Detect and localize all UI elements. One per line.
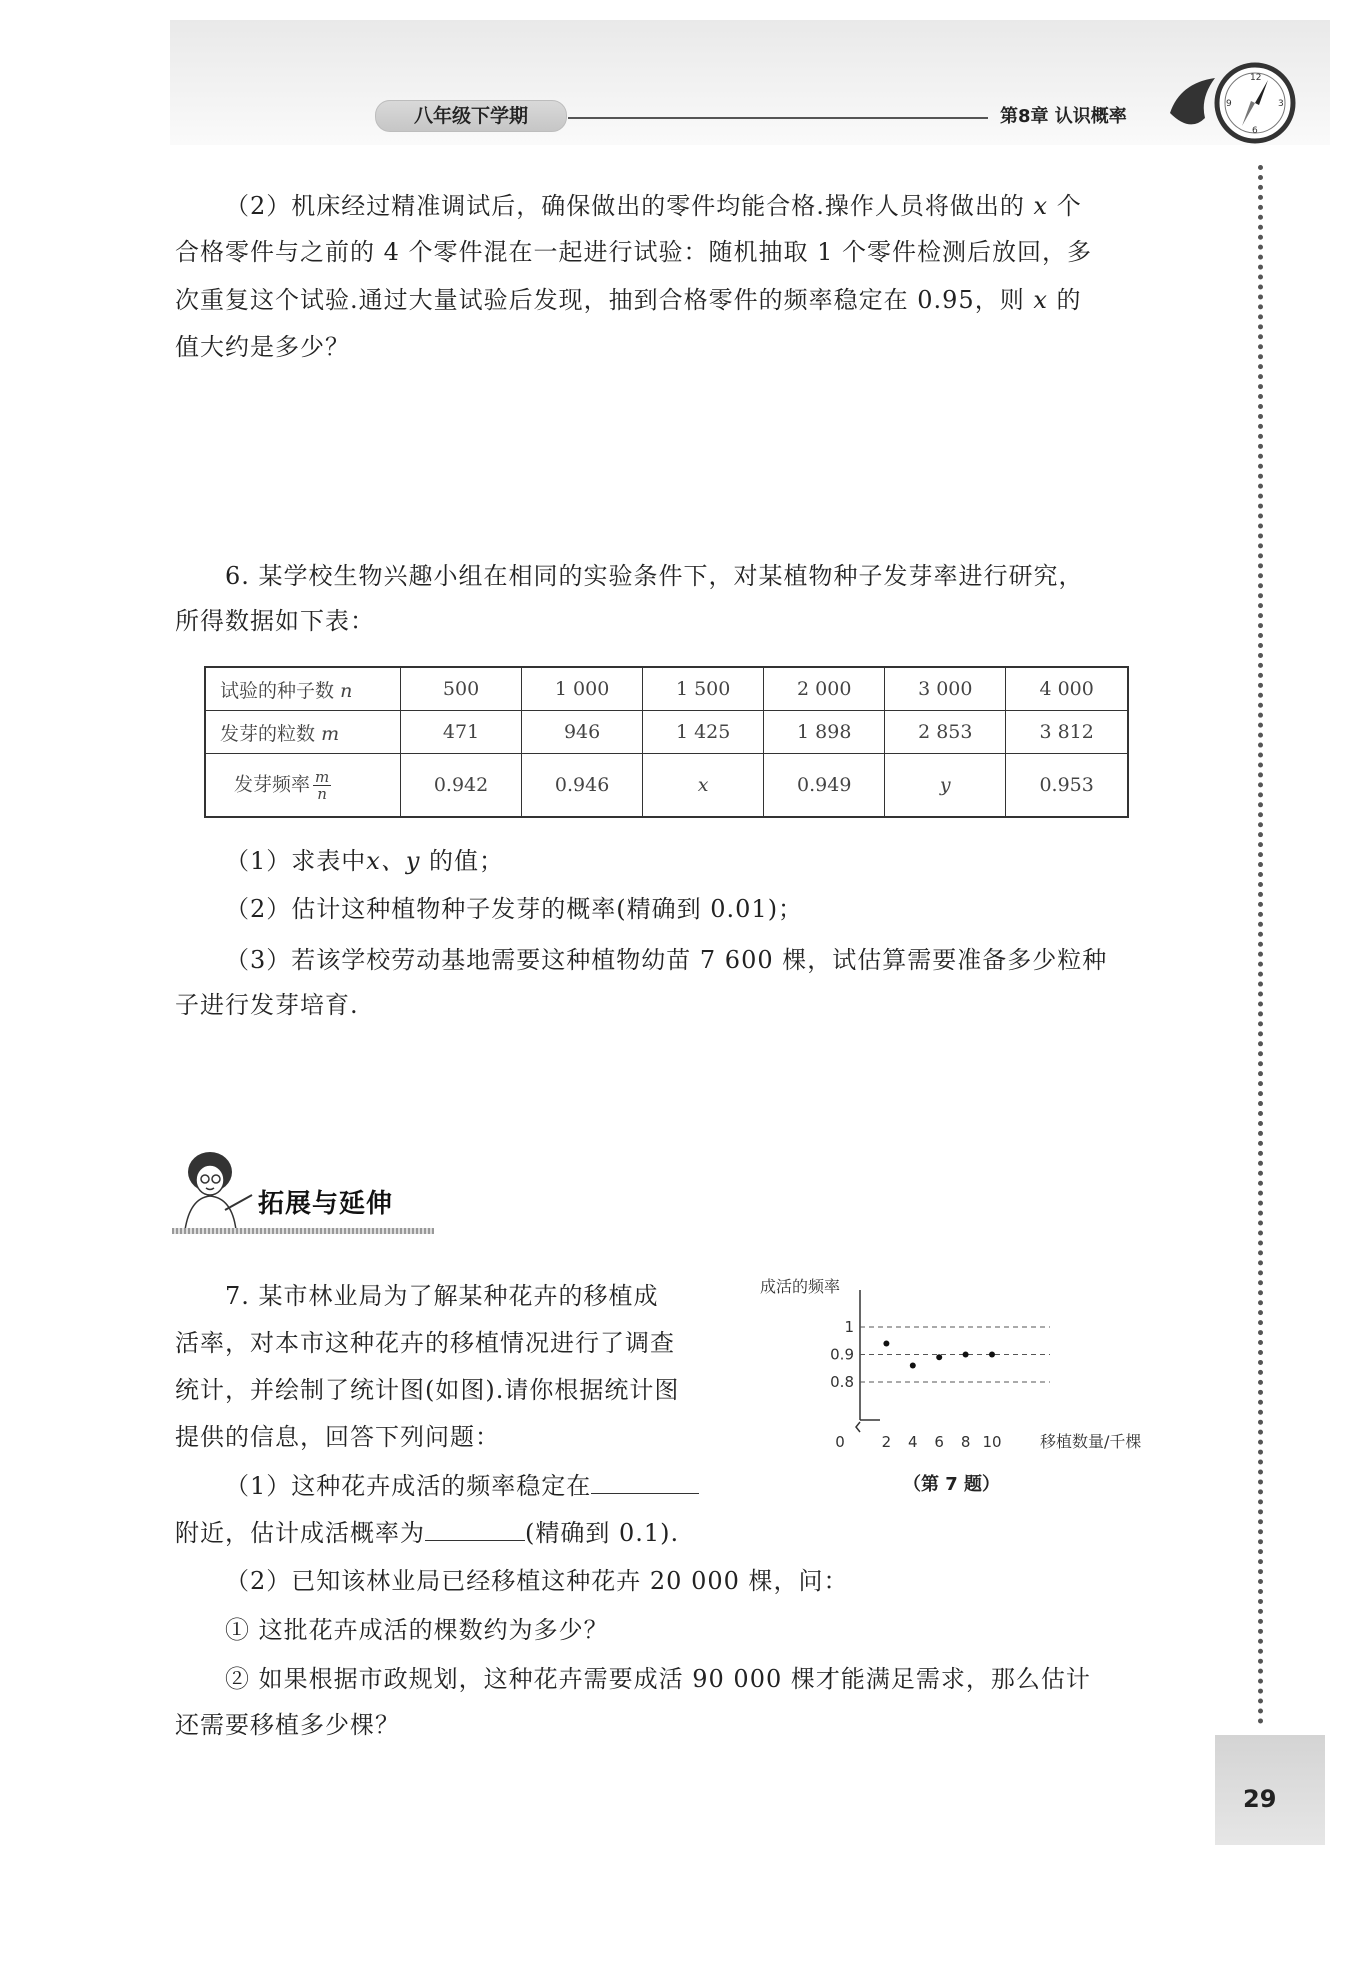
- table-cell: 1 000: [522, 667, 643, 711]
- table-cell: 471: [401, 711, 522, 754]
- header-band: [170, 20, 1330, 145]
- data-point: [936, 1354, 942, 1360]
- header-rule: [568, 117, 988, 119]
- compass-logo-icon: [1160, 58, 1300, 148]
- x-axis-label: 移植数量/千棵: [1040, 1432, 1142, 1451]
- table-cell: 0.953: [1006, 754, 1128, 818]
- table-cell: 0.949: [764, 754, 885, 818]
- table-cell: x: [643, 754, 764, 818]
- q7-intro-line-2: 活率，对本市这种花卉的移植情况进行了调查: [175, 1329, 675, 1357]
- q6-sub2: （2）估计这种植物种子发芽的概率(精确到 0.01)；: [225, 895, 804, 923]
- table-cell: 1 500: [643, 667, 764, 711]
- x-tick-label: 0: [835, 1433, 845, 1451]
- fraction-m-over-n: $\frac{m}{n}$: [315, 767, 330, 803]
- y-tick-label: 1: [844, 1318, 854, 1336]
- answer-blank[interactable]: [591, 1471, 699, 1494]
- table-cell: 2 853: [885, 711, 1006, 754]
- x-tick-label: 6: [934, 1433, 944, 1451]
- q7-sub2: （2）已知该林业局已经移植这种花卉 20 000 棵，问：: [225, 1567, 849, 1595]
- q6-sub3-line-1: （3）若该学校劳动基地需要这种植物幼苗 7 600 棵，试估算需要准备多少粒种: [225, 946, 1108, 974]
- table-header-seeds: 试验的种子数 n: [205, 667, 401, 711]
- table-cell: 1 425: [643, 711, 764, 754]
- table-cell: y: [885, 754, 1006, 818]
- x-tick-label: 4: [908, 1433, 918, 1451]
- q6-intro-line-1: 6. 某学校生物兴趣小组在相同的实验条件下，对某植物种子发芽率进行研究，: [225, 562, 1084, 590]
- data-point: [910, 1363, 916, 1369]
- seed-data-table: [204, 666, 1129, 818]
- q6-sub3-line-2: 子进行发芽培育.: [175, 991, 359, 1019]
- table-cell: 500: [401, 667, 522, 711]
- svg-text:3: 3: [1278, 99, 1284, 109]
- data-point: [963, 1352, 969, 1358]
- svg-text:9: 9: [1226, 99, 1232, 109]
- q5-part2-line-3: 次重复这个试验.通过大量试验后发现，抽到合格零件的频率稳定在 0.95，则 x 的: [175, 286, 1082, 314]
- chapter-label: 第8章 认识概率: [1000, 106, 1127, 127]
- svg-text:6: 6: [1252, 126, 1258, 136]
- table-cell: 1 898: [764, 711, 885, 754]
- svg-text:12: 12: [1250, 73, 1262, 83]
- q6-sub1: （1）求表中x、y 的值；: [225, 847, 505, 875]
- data-point: [883, 1341, 889, 1347]
- table-header-frequency: 发芽频率 $\frac{m}{n}$: [205, 754, 401, 818]
- q7-intro-line-1: 7. 某市林业局为了解某种花卉的移植成: [225, 1282, 659, 1310]
- grade-label: 八年级下学期: [375, 100, 567, 132]
- chart-caption: （第 7 题）: [903, 1474, 1001, 1495]
- q7-intro-line-4: 提供的信息，回答下列问题：: [175, 1423, 500, 1451]
- q7-sub1-line-1: （1）这种花卉成活的频率稳定在: [225, 1463, 699, 1509]
- table-cell: 0.942: [401, 754, 522, 818]
- q5-part2-line-4: 值大约是多少？: [175, 333, 350, 361]
- q6-intro-line-2: 所得数据如下表：: [175, 607, 375, 635]
- y-tick-label: 0.9: [830, 1345, 854, 1364]
- table-row-seeds: [205, 667, 1128, 711]
- table-header-germinated: 发芽的粒数 m: [205, 711, 401, 754]
- q7-sub1-line-2: 附近，估计成活概率为 (精确到 0.1).: [175, 1519, 680, 1547]
- table-row-germinated: [205, 711, 1128, 754]
- x-tick-label: 8: [960, 1433, 971, 1451]
- x-tick-label: 10: [982, 1433, 1002, 1451]
- axis-break-icon: [856, 1422, 860, 1432]
- table-cell: 3 812: [1006, 711, 1128, 754]
- q7-sub2-1: ① 这批花卉成活的棵数约为多少？: [225, 1616, 609, 1644]
- table-cell: 3 000: [885, 667, 1006, 711]
- page-number: 29: [1243, 1785, 1277, 1813]
- page-dotted-border: [1258, 165, 1263, 1725]
- data-point: [989, 1352, 995, 1358]
- table-cell: 0.946: [522, 754, 643, 818]
- x-tick-label: 2: [881, 1433, 892, 1451]
- q7-sub2-2-line-1: ② 如果根据市政规划，这种花卉需要成活 90 000 棵才能满足需求，那么估计: [225, 1665, 1091, 1693]
- page-header: [0, 0, 1350, 150]
- table-cell: 946: [522, 711, 643, 754]
- answer-blank[interactable]: [425, 1518, 525, 1541]
- q5-part2-line-2: 合格零件与之前的 4 个零件混在一起进行试验：随机抽取 1 个零件检测后放回，多: [175, 238, 1093, 266]
- section-title: 拓展与延伸: [258, 1189, 394, 1219]
- table-cell: 2 000: [764, 667, 885, 711]
- table-row-frequency: [205, 754, 1128, 818]
- q7-sub2-2-line-2: 还需要移植多少棵？: [175, 1711, 400, 1739]
- table-cell: 4 000: [1006, 667, 1128, 711]
- q7-intro-line-3: 统计，并绘制了统计图(如图).请你根据统计图: [175, 1376, 680, 1404]
- y-axis-label: 成活的频率: [760, 1277, 841, 1296]
- q5-part2-line-1: （2）机床经过精准调试后，确保做出的零件均能合格.操作人员将做出的 x 个: [225, 192, 1082, 220]
- y-tick-label: 0.8: [830, 1373, 854, 1391]
- section-underline: [172, 1228, 434, 1234]
